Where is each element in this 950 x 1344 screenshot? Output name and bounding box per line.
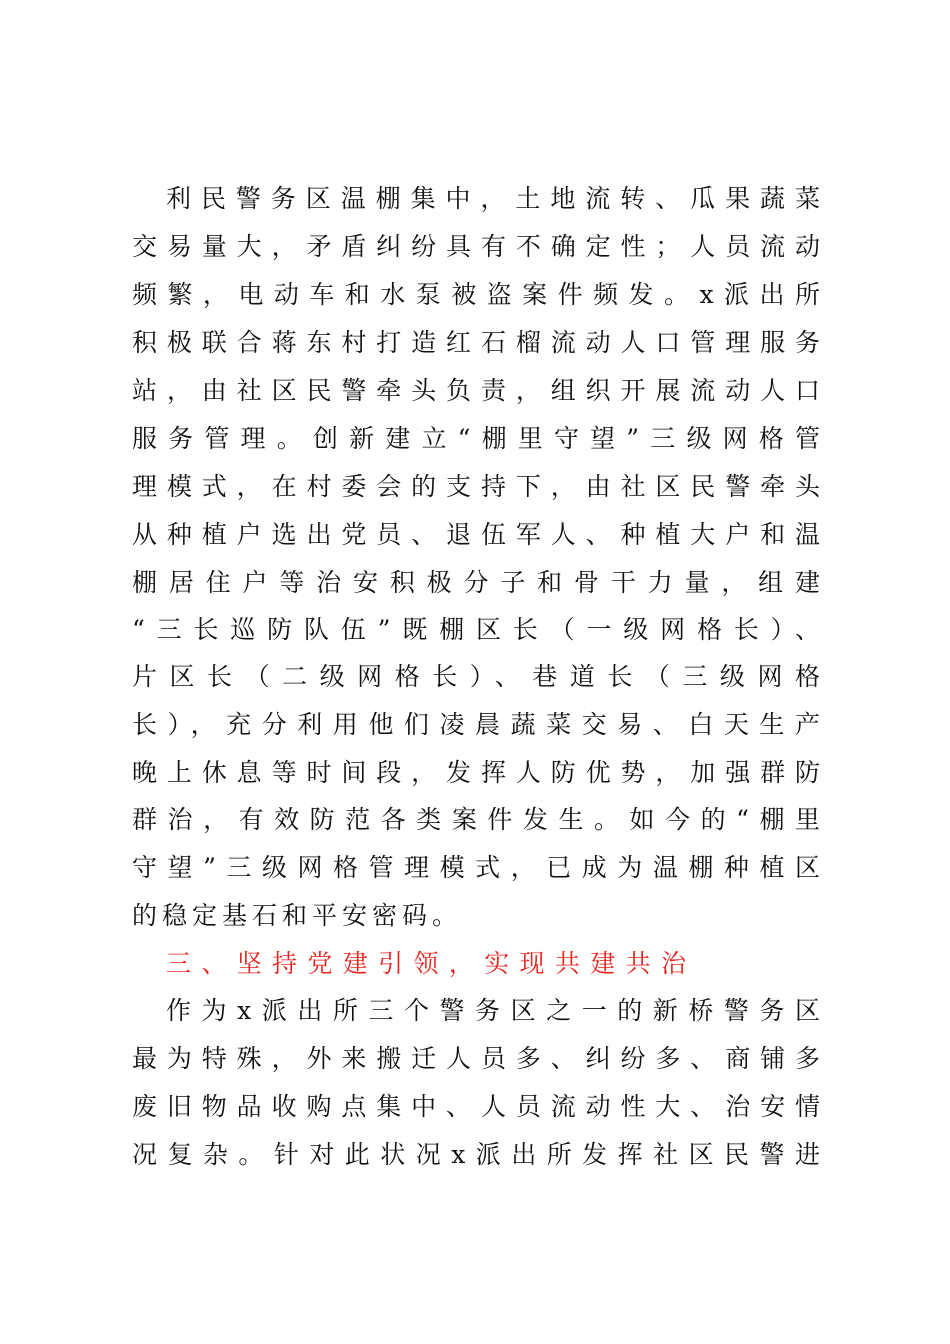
- text-line: 积极联合蒋东村打造红石榴流动人口管理服务: [132, 328, 820, 357]
- text-line: 频繁，电动车和水泵被盗案件频发。x派出所: [132, 280, 820, 309]
- text-line: 群治，有效防范各类案件发生。如今的“棚里: [132, 805, 820, 834]
- text-line: 站，由社区民警牵头负责，组织开展流动人口: [132, 376, 820, 405]
- text-line: 片区长（二级网格长）、巷道长（三级网格: [132, 662, 820, 691]
- text-line: 利民警务区温棚集中，土地流转、瓜果蔬菜: [166, 184, 820, 213]
- text-line: 交易量大，矛盾纠纷具有不确定性；人员流动: [132, 232, 820, 261]
- text-line: 最为特殊，外来搬迁人员多、纠纷多、商铺多: [132, 1044, 820, 1073]
- text-line: 况复杂。针对此状况x派出所发挥社区民警进: [132, 1140, 820, 1169]
- text-line: 长），充分利用他们凌晨蔬菜交易、白天生产: [132, 710, 820, 739]
- text-line: 晚上休息等时间段，发挥人防优势，加强群防: [132, 758, 820, 787]
- text-line: 从种植户选出党员、退伍军人、种植大户和温: [132, 520, 820, 549]
- text-line: “三长巡防队伍”既棚区长（一级网格长）、: [132, 615, 820, 644]
- text-line: 服务管理。创新建立“棚里守望”三级网格管: [132, 424, 820, 453]
- text-line: 守望”三级网格管理模式，已成为温棚种植区: [132, 853, 820, 882]
- text-line: 废旧物品收购点集中、人员流动性大、治安情: [132, 1092, 820, 1121]
- text-line: 棚居住户等治安积极分子和骨干力量，组建: [132, 568, 820, 597]
- text-line: 的稳定基石和平安密码。: [132, 901, 463, 930]
- text-line: 作为x派出所三个警务区之一的新桥警务区: [166, 996, 820, 1025]
- text-line: 理模式，在村委会的支持下，由社区民警牵头: [132, 472, 820, 501]
- section-heading: 三、坚持党建引领，实现共建共治: [166, 949, 686, 978]
